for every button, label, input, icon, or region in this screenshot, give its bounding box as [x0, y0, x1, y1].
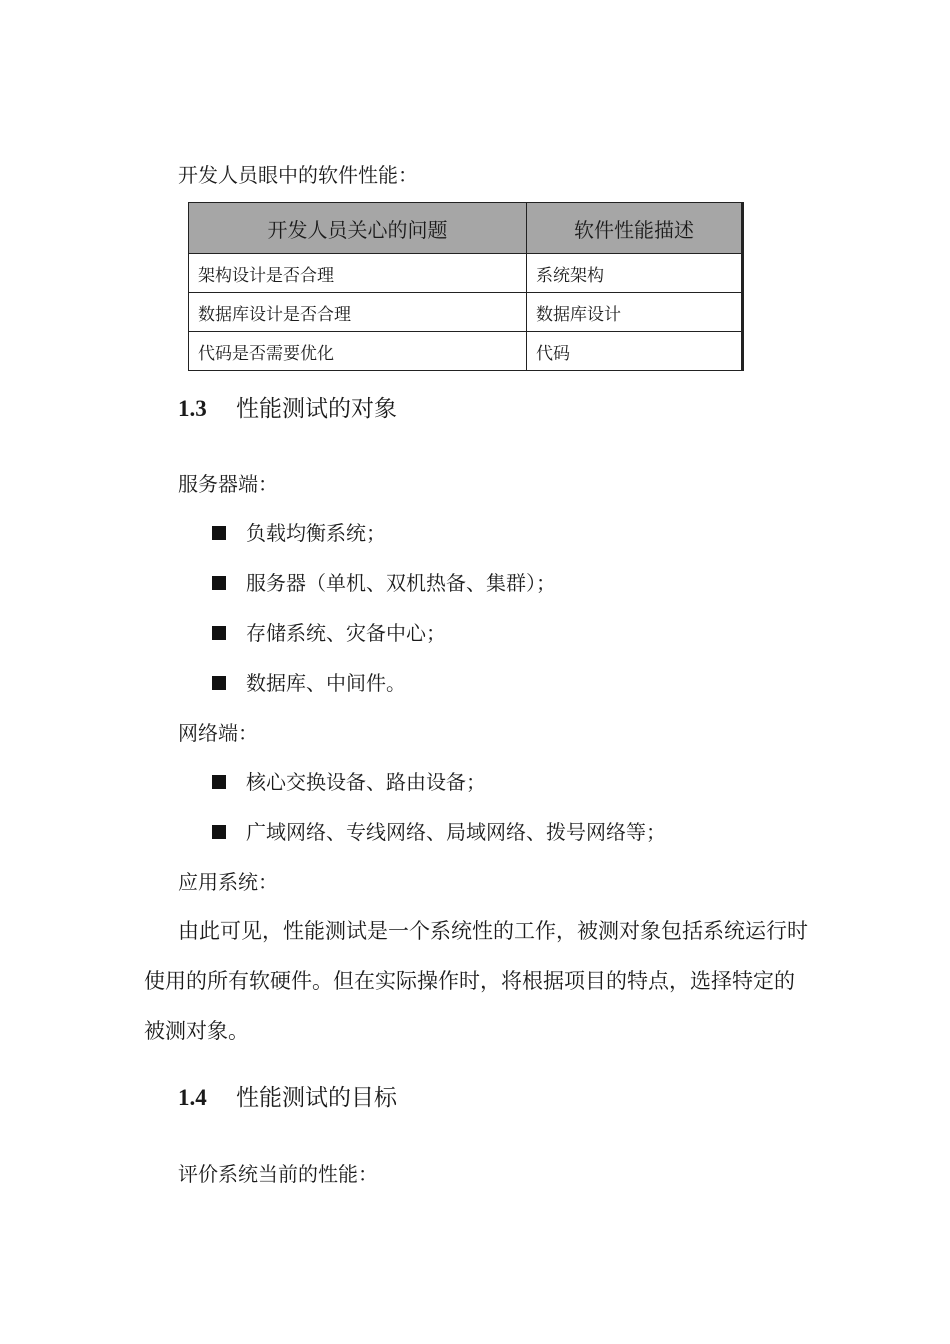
list-item	[212, 818, 666, 846]
square-bullet-icon	[212, 775, 226, 789]
list-item-text: 核心交换设备、路由设备；	[246, 770, 486, 794]
section-number: 1.4	[178, 1085, 207, 1110]
developer-performance-table	[188, 202, 744, 371]
section-heading-1-3	[178, 394, 397, 424]
network-label: 网络端：	[178, 721, 258, 745]
list-item	[212, 619, 446, 647]
table-cell: 代码是否需要优化	[189, 332, 527, 371]
list-item	[212, 519, 386, 547]
table-row	[189, 254, 743, 293]
section-number: 1.3	[178, 396, 207, 421]
list-item	[212, 569, 556, 597]
section-heading-1-4	[178, 1083, 397, 1113]
table-cell: 数据库设计	[527, 293, 743, 332]
square-bullet-icon	[212, 626, 226, 640]
intro-text: 开发人员眼中的软件性能：	[178, 163, 418, 187]
table-header-concern: 开发人员关心的问题	[189, 203, 527, 254]
eval-label: 评价系统当前的性能：	[178, 1162, 378, 1186]
table-cell: 代码	[527, 332, 743, 371]
section-title: 性能测试的目标	[236, 1085, 397, 1111]
section-title: 性能测试的对象	[236, 396, 397, 422]
square-bullet-icon	[212, 526, 226, 540]
table-cell: 架构设计是否合理	[189, 254, 527, 293]
square-bullet-icon	[212, 676, 226, 690]
list-item-text: 数据库、中间件。	[246, 671, 406, 695]
list-item-text: 负载均衡系统；	[246, 521, 386, 545]
table-header-description: 软件性能描述	[527, 203, 743, 254]
list-item-text: 存储系统、灾备中心；	[246, 621, 446, 645]
list-item-text: 广域网络、专线网络、局域网络、拨号网络等；	[246, 820, 666, 844]
square-bullet-icon	[212, 576, 226, 590]
square-bullet-icon	[212, 825, 226, 839]
table-row	[189, 293, 743, 332]
table-row	[189, 332, 743, 371]
list-item-text: 服务器（单机、双机热备、集群）；	[246, 571, 556, 595]
table-cell: 系统架构	[527, 254, 743, 293]
table-header-row	[189, 203, 743, 254]
list-item	[212, 768, 486, 796]
body-paragraph: 由此可见，性能测试是一个系统性的工作，被测对象包括系统运行时使用的所有软硬件。但在实际操作时，将根据项目的特点，选择特定的被测对象。	[144, 919, 808, 1043]
table-cell: 数据库设计是否合理	[189, 293, 527, 332]
list-item	[212, 669, 406, 697]
server-label: 服务器端：	[178, 472, 278, 496]
app-label: 应用系统：	[178, 870, 278, 894]
